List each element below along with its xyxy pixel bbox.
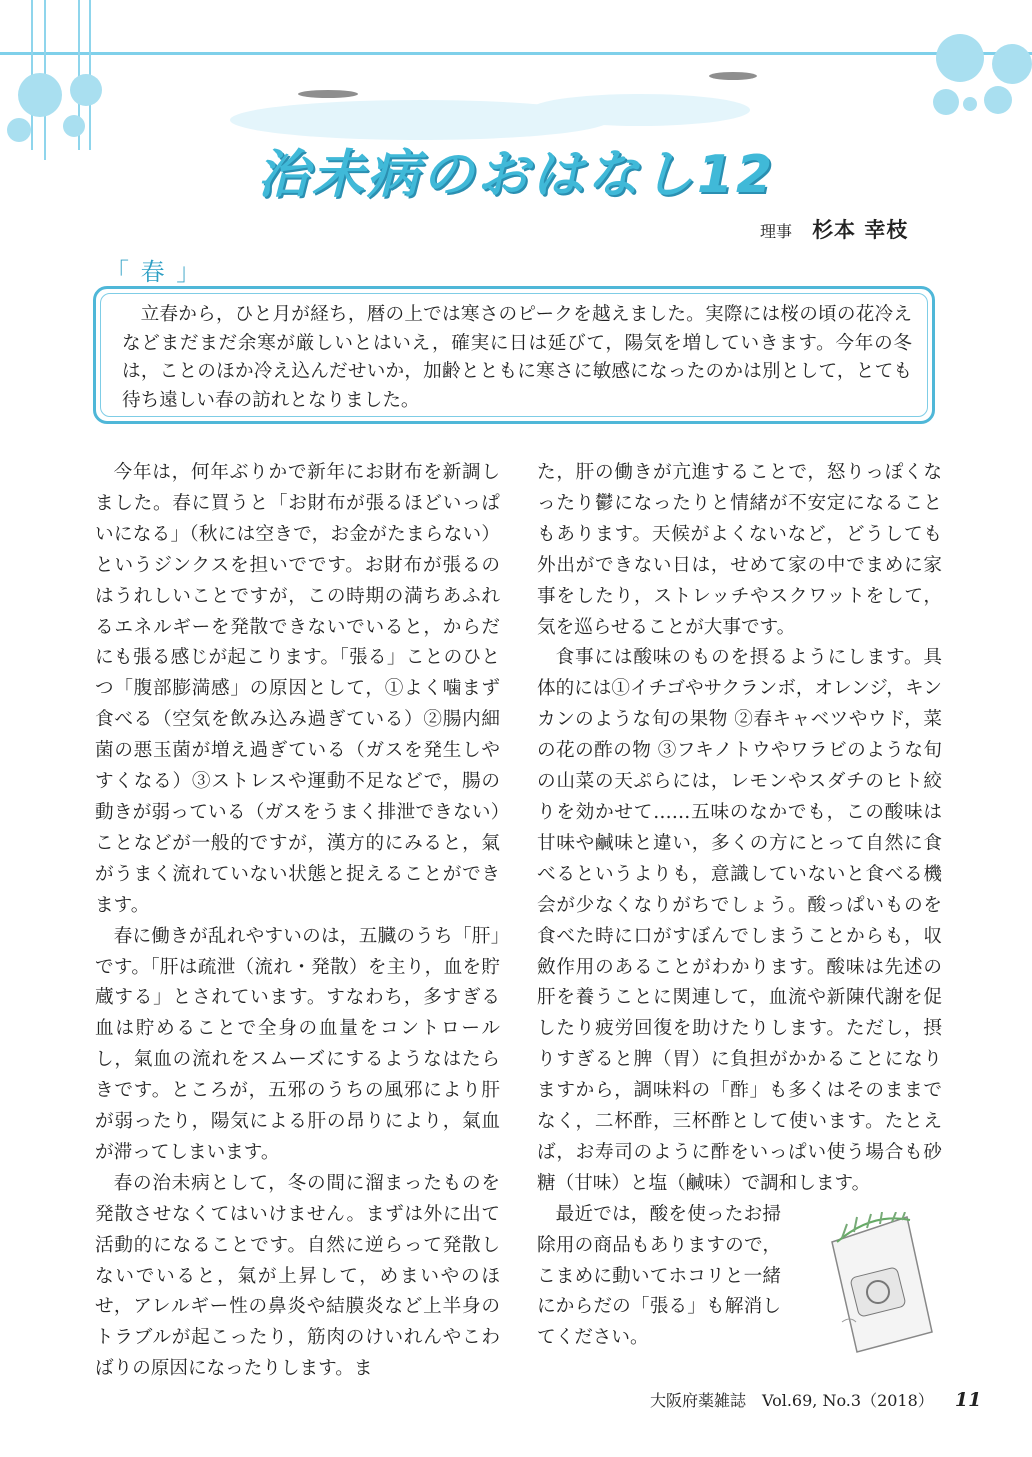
baking-soda-illustration <box>812 1212 942 1357</box>
bubble <box>984 86 1012 114</box>
paragraph: 春の治未病として，冬の間に溜まったものを発散させなくてはいけません。まずは外に出て活動的になることです。自然に逆らって発散しないでいると，氣が上昇して，めまいやのほせ，アレルギー性の鼻炎や結膜炎など上半身のトラブルが起こったり，筋肉のけいれんやこわばりの原因になったりします。ま <box>95 1172 500 1380</box>
dash-mark <box>709 72 757 80</box>
author-name: 杉本 幸枝 <box>812 218 909 242</box>
page-number: 11 <box>954 1389 982 1411</box>
bubble <box>963 97 977 111</box>
bubble <box>992 44 1032 84</box>
dash-mark <box>298 90 358 98</box>
author-role: 理事 <box>760 222 793 241</box>
paragraph: 食事には酸味のものを摂るようにします。具体的には①イチゴやサクランボ，オレンジ，キンカンのような旬の果物 ②春キャベツやウド，菜の花の酢の物 ③フキノトウやワラビのような旬の山菜の天ぷらには，レモンやスダチのヒト絞りを効かせて……五味のなかでも，この酸味は甘味や鹹味と違い，多くの方にとって自然に食べるというよりも，意識していないと食べる機会が少なくなりがちでしょう。酸っぱいものを食べた時に口がすぼんでしまうことからも，収斂作用のあることがわかります。酸味は先述の肝を養うことに関連して，血流や新陳代謝を促したり疲労回復を助けたりします。ただし，摂りすぎると脾（胃）に負担がかかることになりますから，調味料の「酢」も多くはそのままでなく，二杯酢，三杯酢として使います。たとえば，お寿司のように酢をいっぱい使う場合も砂糖（甘味）と塩（鹹味）で調和します。 <box>537 647 942 1194</box>
intro-text: 立春から，ひと月が経ち，暦の上では寒さのピークを越えました。実際には桜の頃の花冷えなどまだまだ余寒が厳しいとはいえ，確実に日は延びて，陽気を増していきます。今年の冬は，ことのほか冷え込んだせいか，加齢とともに寒さに敏感になったのかは別として，とても待ち遠しい春の訪れとなりました。 <box>122 304 912 411</box>
bubble <box>18 73 62 117</box>
bubble <box>70 74 102 106</box>
bubble <box>933 89 959 115</box>
paragraph: た，肝の働きが亢進することで，怒りっぽくなったり鬱になったりと情緒が不安定になることもあります。天候がよくないなど，どうしても外出ができない日は，せめて家の中でまめに家事をしたり，ストレッチやスクワットをして，気を巡らせることが大事です。 <box>537 462 942 638</box>
paragraph: 最近では，酸を使ったお掃除用の商品もありますので，こまめに動いてホコリと一緒にからだの「張る」も解消してください。 <box>537 1203 781 1349</box>
section-heading: 「 春 」 <box>105 258 203 286</box>
author-line <box>760 214 908 244</box>
bubble <box>936 34 984 82</box>
intro-box <box>93 286 935 424</box>
paragraph: 春に働きが乱れやすいのは，五臓のうち「肝」です。「肝は疏泄（流れ・発散）を主り，血を貯蔵する」とされています。すなわち，多すぎる血は貯めることで全身の血量をコントロールし，氣血の流れをスムーズにするようなはたらきです。ところが，五邪のうちの風邪により肝が弱ったり，陽気による肝の昂りにより，氣血が滞ってしまいます。 <box>95 925 500 1163</box>
journal-citation: 大阪府薬雑誌 Vol.69, No.3（2018） <box>650 1391 934 1410</box>
page-footer <box>650 1388 981 1411</box>
article-title: 治未病のおはなし12 <box>256 145 776 205</box>
left-column <box>95 458 500 1385</box>
paragraph: 今年は，何年ぶりかで新年にお財布を新調しました。春に買うと「お財布が張るほどいっぱいになる」（秋には空きで，お金がたまらない）というジンクスを担いでです。お財布が張るのはうれしいことですが，この時期の満ちあふれるエネルギーを発散できないでいると，からだにも張る感じが起こります。「張る」ことのひとつ「腹部膨満感」の原因として，①よく噛まず食べる（空気を飲み込み過ぎている）②腸内細菌の悪玉菌が増え過ぎている（ガスを発生しやすくなる）③ストレスや運動不足などで，腸の動きが弱っている（ガスをうまく排泄できない）ことなどが一般的ですが，漢方的にみると，氣がうまく流れていない状態と捉えることができます。 <box>95 462 500 916</box>
